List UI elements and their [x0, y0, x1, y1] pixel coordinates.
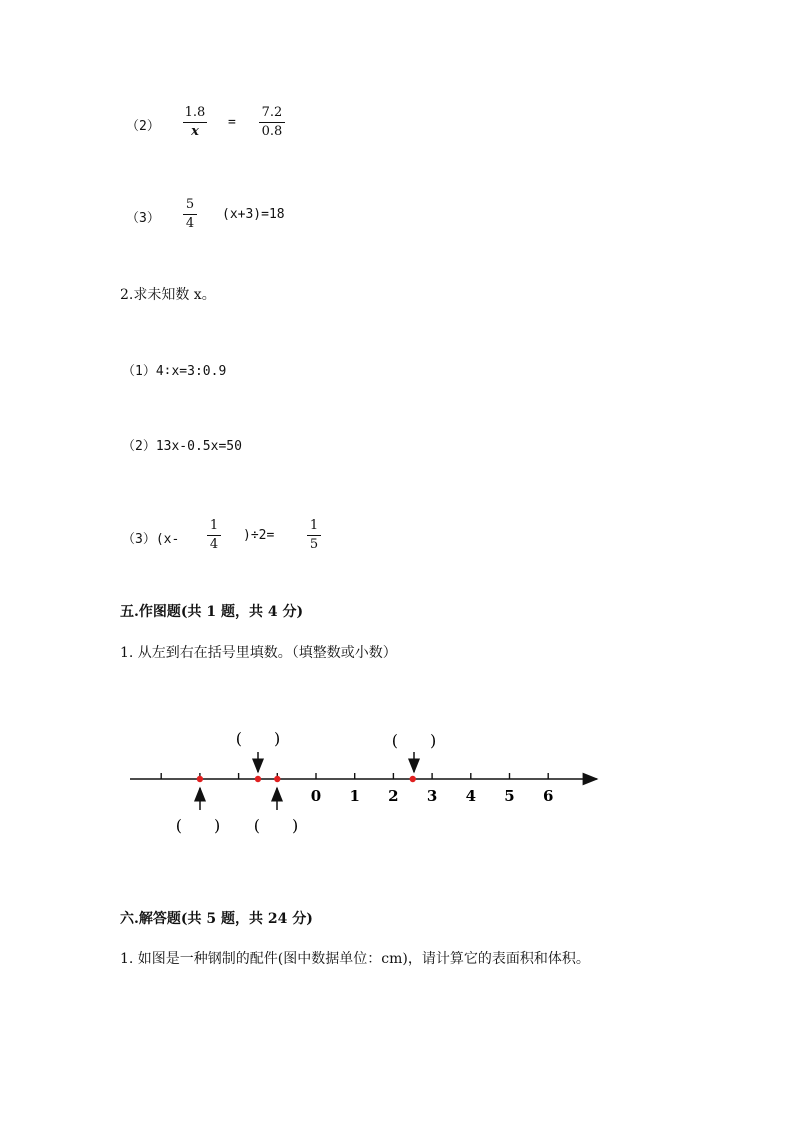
fraction-bar [207, 535, 221, 536]
answer-bracket[interactable]: ( ) [235, 729, 281, 748]
answer-bracket[interactable]: ( ) [253, 816, 299, 835]
section-6-q1: 1. 如图是一种钢制的配件(图中数据单位：cm)，请计算它的表面积和体积。 [120, 951, 590, 967]
fraction-numerator: 5 [185, 197, 195, 212]
section-6-heading: 六.解答题(共 5 题，共 24 分) [120, 911, 313, 927]
number-line-labels [311, 787, 554, 805]
q3-equation: (x+3)=18 [222, 207, 285, 222]
fraction-numerator: 1 [209, 518, 219, 533]
answer-bracket[interactable]: ( ) [391, 731, 437, 750]
fraction-denominator: 4 [209, 537, 219, 552]
q2-label: （2） [126, 119, 160, 134]
fraction-numerator: 1 [309, 518, 319, 533]
number-line-marked-point [197, 776, 203, 782]
number-line-marked-point [274, 776, 280, 782]
fraction-numerator: 1.8 [184, 105, 206, 120]
number-line-tick-label: 1 [349, 787, 360, 805]
number-line-tick-label: 6 [542, 787, 554, 805]
fraction-denominator: 4 [185, 216, 195, 231]
number-line-tick-label: 2 [388, 787, 399, 805]
number-line-tick-label: 5 [504, 787, 515, 805]
fraction-numerator: 7.2 [261, 105, 283, 120]
number-line-marked-point [410, 776, 416, 782]
number-line-tick-label: 4 [465, 787, 477, 805]
section-5-q1: 1. 从左到右在括号里填数。（填整数或小数） [120, 645, 397, 661]
fraction-7-2-over-0-8 [259, 105, 285, 140]
q2-item-2: （2）13x-0.5x=50 [122, 439, 242, 454]
number-line-tick-label: 3 [426, 787, 438, 805]
q2-item-3-prefix: （3）(x- [122, 532, 180, 547]
fraction-denominator: x [191, 124, 199, 139]
fraction-denominator: 0.8 [261, 124, 283, 139]
number-line-marked-point [255, 776, 261, 782]
equals-sign: = [228, 115, 236, 130]
fraction-denominator: 5 [309, 537, 319, 552]
fraction-bar [183, 122, 207, 123]
fraction-bar [307, 535, 321, 536]
fraction-1-8-over-x [183, 105, 207, 140]
fraction-1-over-4 [207, 518, 221, 553]
fraction-1-over-5 [307, 518, 321, 553]
fraction-bar [183, 214, 197, 215]
q2-heading: 2.求未知数 x。 [120, 287, 216, 303]
section-5-heading: 五.作图题(共 1 题，共 4 分) [120, 604, 304, 620]
number-line-figure [0, 720, 794, 850]
number-line-tick-label: 0 [310, 787, 322, 805]
fraction-bar [259, 122, 285, 123]
q2-item-3-mid: )÷2= [243, 528, 275, 543]
answer-bracket[interactable]: ( ) [175, 816, 221, 835]
q3-label: （3） [126, 211, 160, 226]
fraction-5-over-4 [183, 197, 197, 232]
number-line-ticks [161, 773, 548, 779]
q2-item-1: （1）4∶x=3:0.9 [122, 364, 227, 379]
